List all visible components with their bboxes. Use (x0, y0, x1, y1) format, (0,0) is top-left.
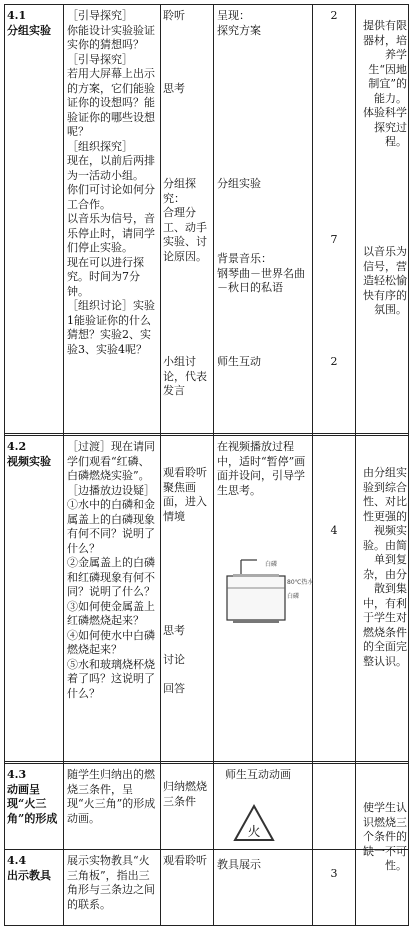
media-usage: 在视频播放过程中，适时“暂停”画面并设问，引导学生思考。 (217, 440, 306, 497)
time-minutes: 2 (330, 9, 338, 22)
table-row (5, 761, 408, 852)
student-activity: 分组探究： 合理分工、动手实验、讨论原因。 (163, 177, 207, 263)
media-usage: 分组实验 (217, 177, 261, 190)
design-intent: 使学生认识燃烧三个条件的缺一不可性。 (363, 801, 407, 872)
fire-char: 火 (247, 825, 261, 840)
experiment-figure (221, 554, 314, 626)
design-intent: 以音乐为信号，营造轻松愉快有序的氛围。 (363, 245, 407, 316)
teacher-activity: 展示实物教具“火三角板”，指出三角形与三条边之间的联系。 (67, 854, 155, 911)
beaker (227, 576, 285, 620)
lesson-plan-table (4, 4, 409, 926)
time-minutes: 7 (330, 233, 338, 246)
student-activity: 观看聆听 (163, 854, 207, 867)
student-activity: 观看聆听聚焦画面，进入情境 (163, 466, 207, 523)
table-row (5, 849, 408, 926)
media-usage: 背景音乐： 钢琴曲－世界名曲－秋日的私语 (217, 252, 305, 294)
teacher-activity: ［引导探究］ 你能设计实验验证实你的猜想吗？ ［引导探究］ 若用大屏幕上出示的方案，它们能验证你的设想吗？能验证你的哪些设想呢？ ［组织探究］ 现在，以前后两排为一活动小组。 你们可讨论如何分工合作。 以音乐为信号，音乐停止时，请同学们停止实验。 现在可以进行探究。时间为7分钟。 ［组织讨论］实验1能验证你的什么猜想？实验2、实验3、实验4呢？ (67, 9, 155, 356)
student-activity: 思考 讨论 回答 (163, 624, 185, 695)
fire-triangle-figure (233, 804, 275, 842)
time-minutes: 4 (330, 524, 338, 537)
media-usage: 呈现： 探究方案 (217, 9, 261, 37)
student-activity: 聆听 思考 (163, 9, 185, 95)
tripod-base (233, 620, 279, 623)
section-label: 4.2 视频实验 (7, 440, 51, 468)
media-usage: 师生互动动画 (225, 768, 291, 781)
metal-lid (233, 574, 279, 577)
section-label: 4.3 动画呈现“火三角”的形成 (7, 768, 58, 825)
time-minutes: 2 (330, 355, 338, 368)
section-label: 4.4 出示教具 (7, 854, 51, 882)
student-activity: 归纳燃烧三条件 (163, 780, 207, 808)
design-intent: 提供有限器材，培养学生“因地制宜”的能力。 体验科学探究过程。 (363, 19, 407, 148)
section-label: 4.1 分组实验 (7, 9, 51, 37)
student-activity: 小组讨论，代表发言 (163, 355, 207, 397)
media-usage: 教具展示 (217, 858, 261, 871)
teacher-activity: 随学生归纳出的燃烧三条件，呈现“火三角”的形成动画。 (67, 768, 156, 825)
media-usage: 师生互动 (217, 355, 261, 368)
table-row (5, 433, 408, 764)
time-minutes: 3 (330, 867, 338, 880)
fig-label: 白磷 (287, 593, 300, 600)
table-row (5, 5, 408, 433)
fig-label: 白磷 (265, 561, 278, 568)
design-intent: 由分组实验到综合性、对比性更强的视频实验。由简单到复杂，由分散到集中，有利于学生对燃烧条件的全面完整认识。 (363, 466, 407, 668)
fig-label: 80℃热水 (287, 579, 314, 586)
teacher-activity: ［过渡］现在请同学们观看“红磷、白磷燃烧实验”。 ［边播放边设疑］ ①水中的白磷和金属盖上的白磷现象有何不同？说明了什么？ ②金属盖上的白磷和红磷现象有何不同？说明了什么？ ③如何使金属盖上红磷燃烧起来？ ④如何使水中白磷燃烧起来？ ⑤水和玻璃烧杯烧着了吗？这说明了什么？ (67, 440, 155, 700)
